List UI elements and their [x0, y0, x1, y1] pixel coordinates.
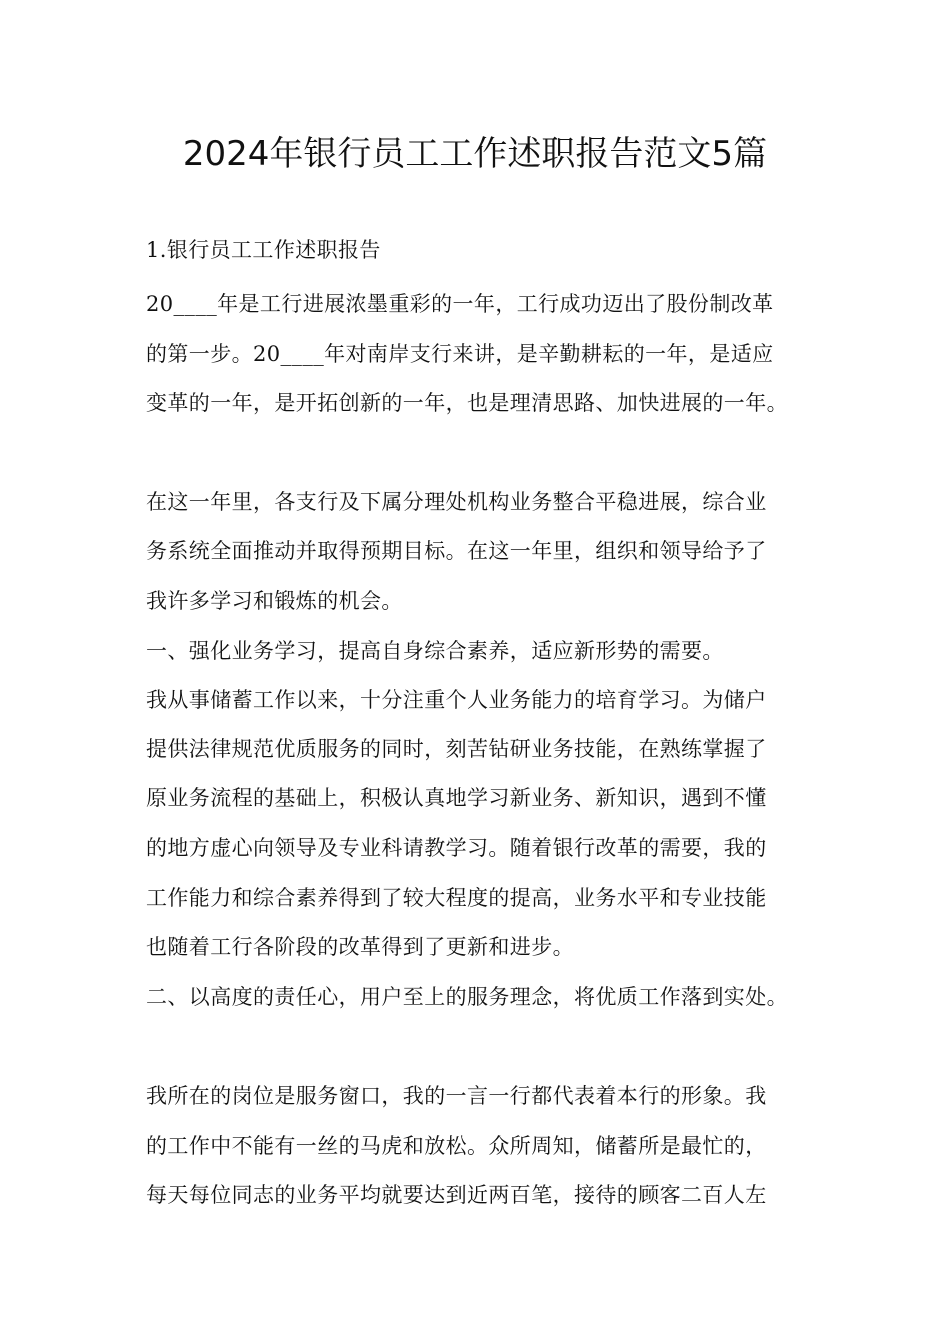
- paragraph-line: 的工作中不能有一丝的马虎和放松。众所周知，储蓄所是最忙的，: [146, 1134, 767, 1158]
- paragraph-line: 工作能力和综合素养得到了较大程度的提高，业务水平和专业技能: [146, 886, 767, 910]
- paragraph-line: 我从事储蓄工作以来，十分注重个人业务能力的培育学习。为储户: [146, 688, 767, 712]
- paragraph-line: 的第一步。20____年对南岸支行来讲，是辛勤耕耘的一年，是适应: [146, 342, 774, 366]
- paragraph-line: 我所在的岗位是服务窗口，我的一言一行都代表着本行的形象。我: [146, 1084, 767, 1108]
- paragraph-line: 提供法律规范优质服务的同时，刻苦钻研业务技能，在熟练掌握了: [146, 737, 767, 761]
- document-title: 2024年银行员工工作述职报告范文5篇: [182, 134, 768, 174]
- section-heading: 1.银行员工工作述职报告: [146, 238, 381, 262]
- section-heading: 二、以高度的责任心，用户至上的服务理念，将优质工作落到实处。: [146, 985, 788, 1009]
- paragraph-line: 务系统全面推动并取得预期目标。在这一年里，组织和领导给予了: [146, 539, 767, 563]
- paragraph-line: 我许多学习和锻炼的机会。: [146, 589, 403, 613]
- paragraph-line: 原业务流程的基础上，积极认真地学习新业务、新知识，遇到不懂: [146, 786, 767, 810]
- section-heading: 一、强化业务学习，提高自身综合素养，适应新形势的需要。: [146, 639, 724, 663]
- paragraph-line: 变革的一年，是开拓创新的一年，也是理清思路、加快进展的一年。: [146, 391, 788, 415]
- paragraph-line: 在这一年里，各支行及下属分理处机构业务整合平稳进展，综合业: [146, 490, 767, 514]
- paragraph-line: 每天每位同志的业务平均就要达到近两百笔，接待的顾客二百人左: [146, 1183, 767, 1207]
- paragraph-line: 20____年是工行进展浓墨重彩的一年，工行成功迈出了股份制改革: [146, 292, 774, 316]
- paragraph-line: 的地方虚心向领导及专业科请教学习。随着银行改革的需要，我的: [146, 836, 767, 860]
- paragraph-line: 也随着工行各阶段的改革得到了更新和进步。: [146, 935, 574, 959]
